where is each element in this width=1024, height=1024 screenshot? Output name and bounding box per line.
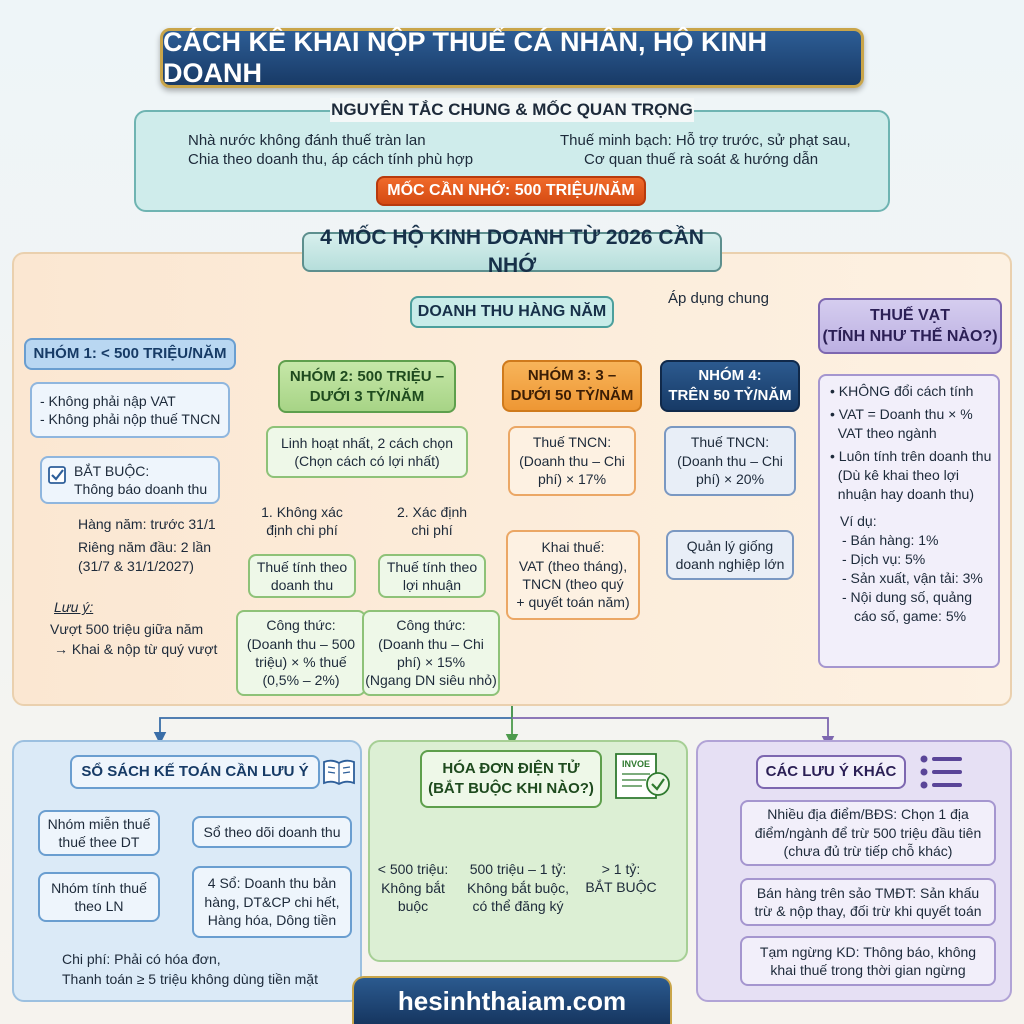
group4-title-line2: TRÊN 50 TỶ/NĂM: [668, 387, 792, 404]
group2-opt1-line1: 1. Không xác: [261, 503, 343, 520]
group1-required-label: BẮT BUỘC:: [74, 462, 150, 479]
other-note-3: Tạm ngừng KD: Thông báo, không khai thuế trong thời gian ngừng: [740, 936, 996, 986]
group1-exemptions: [30, 382, 230, 438]
invoice-header: HÓA ĐƠN ĐIỆN TỬ (BẮT BUỘC KHI NÀO?): [420, 750, 602, 808]
group2-tax-by-profit: [378, 554, 486, 598]
group1-note-1: Vượt 500 triệu giữa năm: [50, 621, 204, 637]
group2-tax-rev-1: Thuế tính theo: [256, 558, 348, 575]
group4-pit-2: (Doanh thu – Chi: [677, 452, 783, 469]
group4-manage-1: Quản lý giống: [686, 537, 774, 554]
vat-title: [818, 298, 1002, 354]
principle-left-1: Nhà nước không đánh thuế tràn lan: [188, 132, 426, 149]
group3-title-line1: NHÓM 3: 3 –: [527, 367, 617, 385]
vat-bullet-3: • Luôn tính trên doanh thu (Dù kê khai theo lợi nhuận hay doanh thu): [830, 448, 992, 503]
group2-f1-4: (0,5% – 2%): [262, 672, 340, 689]
group1-note-label: Lưu ý:: [54, 599, 94, 615]
group1-title: NHÓM 1: < 500 TRIỆU/NĂM: [24, 338, 236, 370]
books-cost-1: Chi phí: Phải có hóa đơn,: [62, 951, 221, 967]
group2-option1: [248, 500, 356, 542]
group3-pit-2: (Doanh thu – Chi: [519, 452, 625, 469]
group2-title-line2: DƯỚI 3 TỶ/NĂM: [309, 387, 425, 405]
group2-f2-4: (Ngang DN siêu nhỏ): [365, 672, 497, 689]
group3-declare: [506, 530, 640, 620]
group1-yearly: Hàng năm: trước 31/1: [78, 516, 216, 532]
group1-required-box: [40, 456, 220, 504]
group3-declare-3: TNCN (theo quý: [522, 576, 624, 592]
principle-left-2: Chia theo doanh thu, áp cách tính phù hợp: [188, 151, 474, 168]
other-note-2: Bán hàng trên sảo TMĐT: Sản khấu trừ & nộp thay, đối trừ khi quyết toán: [740, 878, 996, 926]
milestone-badge: MỐC CẦN NHỚ: 500 TRIỆU/NĂM: [376, 176, 646, 206]
group2-title: [278, 360, 456, 413]
group2-tax-by-revenue: [248, 554, 356, 598]
group1-first-year-1: Riêng năm đầu: 2 lần: [78, 539, 212, 555]
group4-title-line1: NHÓM 4:: [698, 367, 762, 385]
vat-bullet-2: • VAT = Doanh thu × % VAT theo ngành: [830, 406, 973, 442]
group4-manage-2: doanh nghiệp lớn: [675, 556, 785, 572]
group4-manage: [666, 530, 794, 580]
group1-no-pit: - Không phải nộp thuế TNCN: [40, 411, 221, 427]
group2-option2: [378, 500, 486, 542]
group2-title-line1: NHÓM 2: 500 TRIỆU –: [289, 367, 445, 385]
vat-title-line2: (TÍNH NHƯ THẾ NÀO?): [822, 328, 998, 345]
invoice-icon-text: INVOE: [622, 759, 651, 769]
list-icon: [918, 752, 964, 792]
group2-formula-revenue: [236, 610, 366, 696]
group2-formula-profit: [362, 610, 500, 696]
vat-example-1: - Bán hàng: 1%: [842, 532, 939, 549]
group2-f2-2: (Doanh thu – Chi: [378, 635, 484, 652]
apply-common-label: Áp dụng chung: [668, 290, 769, 307]
group1-first-year-2: (31/7 & 31/1/2027): [78, 558, 194, 574]
group3-title-line2: DƯỚI 50 TỶ/NĂM: [510, 387, 634, 404]
group2-flex-2: (Chọn cách có lợi nhất): [294, 453, 440, 469]
group2-tax-profit-2: lợi nhuận: [402, 577, 462, 593]
group3-declare-1: Khai thuế:: [541, 539, 605, 556]
vat-bullet-1: • KHÔNG đổi cách tính: [830, 383, 974, 399]
group2-f2-1: Công thức:: [396, 617, 466, 634]
group2-flex-1: Linh hoạt nhất, 2 cách chọn: [280, 434, 454, 451]
group4-pit: [664, 426, 796, 496]
books-cost-2: Thanh toán ≥ 5 triệu không dùng tiền mặt: [62, 971, 318, 987]
books-profit-group: Nhóm tính thuế theo LN: [38, 872, 160, 922]
group2-f2-3: phí) × 15%: [396, 654, 466, 670]
invoice-tier-3: > 1 tỷ: BẮT BUỘC: [585, 860, 657, 895]
checkbox-icon: [48, 466, 66, 484]
vat-example-3: - Sản xuất, vận tải: 3%: [842, 570, 983, 587]
books-exempt-group: Nhóm miễn thuế thuế thee DT: [38, 810, 160, 856]
group2-opt2-line1: 2. Xác định: [396, 503, 468, 520]
principle-right-1: Thuế minh bạch: Hỗ trợ trước, sử phạt sau,: [560, 132, 851, 149]
footer-website[interactable]: hesinhthaiam.com: [352, 976, 672, 1024]
other-note-1: Nhiều địa điểm/BĐS: Chọn 1 địa điểm/ngành để trừ 500 triệu đầu tiên (chưa đủ trừ tiếp chỗ khác): [740, 800, 996, 866]
group3-pit: [508, 426, 636, 496]
group1-required-text: Thông báo doanh thu: [74, 481, 208, 497]
group2-f1-3: triệu) × % thuế: [255, 654, 347, 670]
group2-tax-rev-2: doanh thu: [270, 577, 334, 593]
group1-no-vat: - Không phải nập VAT: [40, 392, 176, 409]
vat-title-line1: THUẾ VẠT: [870, 306, 950, 324]
books-header: SỔ SÁCH KẾ TOÁN CẦN LƯU Ý: [70, 755, 320, 789]
group3-declare-4: + quyết toán năm): [516, 594, 630, 611]
group4-title: [660, 360, 800, 412]
page-title: CÁCH KÊ KHAI NỘP THUẾ CÁ NHÂN, HỘ KINH DOANH: [160, 28, 864, 88]
annual-revenue-node: DOANH THU HÀNG NĂM: [410, 296, 614, 328]
group2-opt1-line2: định chi phí: [266, 522, 338, 538]
books-four-ledgers: 4 Sổ: Doanh thu bản hàng, DT&CP chi hết, Hàng hóa, Dông tiền: [192, 866, 352, 938]
group4-pit-1: Thuế TNCN:: [690, 434, 770, 451]
principles-header: NGUYÊN TẮC CHUNG & MỐC QUAN TRỌNG: [330, 98, 694, 122]
group2-f1-2: (Doanh thu – 500: [246, 635, 356, 652]
book-icon: [322, 758, 356, 786]
other-notes-header: CÁC LƯU Ý KHÁC: [756, 755, 906, 789]
vat-example-label: Ví dụ:: [840, 513, 877, 530]
group1-note-2: → Khai & nộp từ quý vượt: [54, 641, 218, 657]
principle-right-2: Cơ quan thuế rà soát & hướng dẫn: [584, 151, 819, 168]
group3-title: [502, 360, 642, 412]
group3-pit-3: phí) × 17%: [537, 471, 607, 488]
group2-tax-profit-1: Thuế tính theo: [386, 558, 478, 575]
invoice-tier-2: 500 triệu – 1 tỷ: Không bắt buộc, có thể đăng ký: [467, 861, 569, 915]
group4-pit-3: phí) × 20%: [695, 471, 765, 488]
vat-example-2: - Dịch vụ: 5%: [842, 551, 926, 568]
invoice-tier-1: < 500 triệu: Không bắt buộc: [377, 861, 449, 915]
books-exempt-book: Sổ theo dõi doanh thu: [192, 816, 352, 848]
section4-header: 4 MỐC HỘ KINH DOANH TỪ 2026 CẦN NHỚ: [302, 232, 722, 272]
group2-flex-box: [266, 426, 468, 478]
group2-f1-1: Công thức:: [266, 617, 336, 634]
vat-details: [818, 374, 1000, 668]
vat-example-4b: cáo số, game: 5%: [854, 608, 967, 625]
group2-opt2-line2: chi phí: [411, 522, 453, 538]
vat-example-4a: - Nội dung số, quảng: [842, 589, 972, 606]
group3-declare-2: VAT (theo tháng),: [518, 557, 628, 574]
group3-pit-1: Thuế TNCN:: [532, 434, 612, 451]
